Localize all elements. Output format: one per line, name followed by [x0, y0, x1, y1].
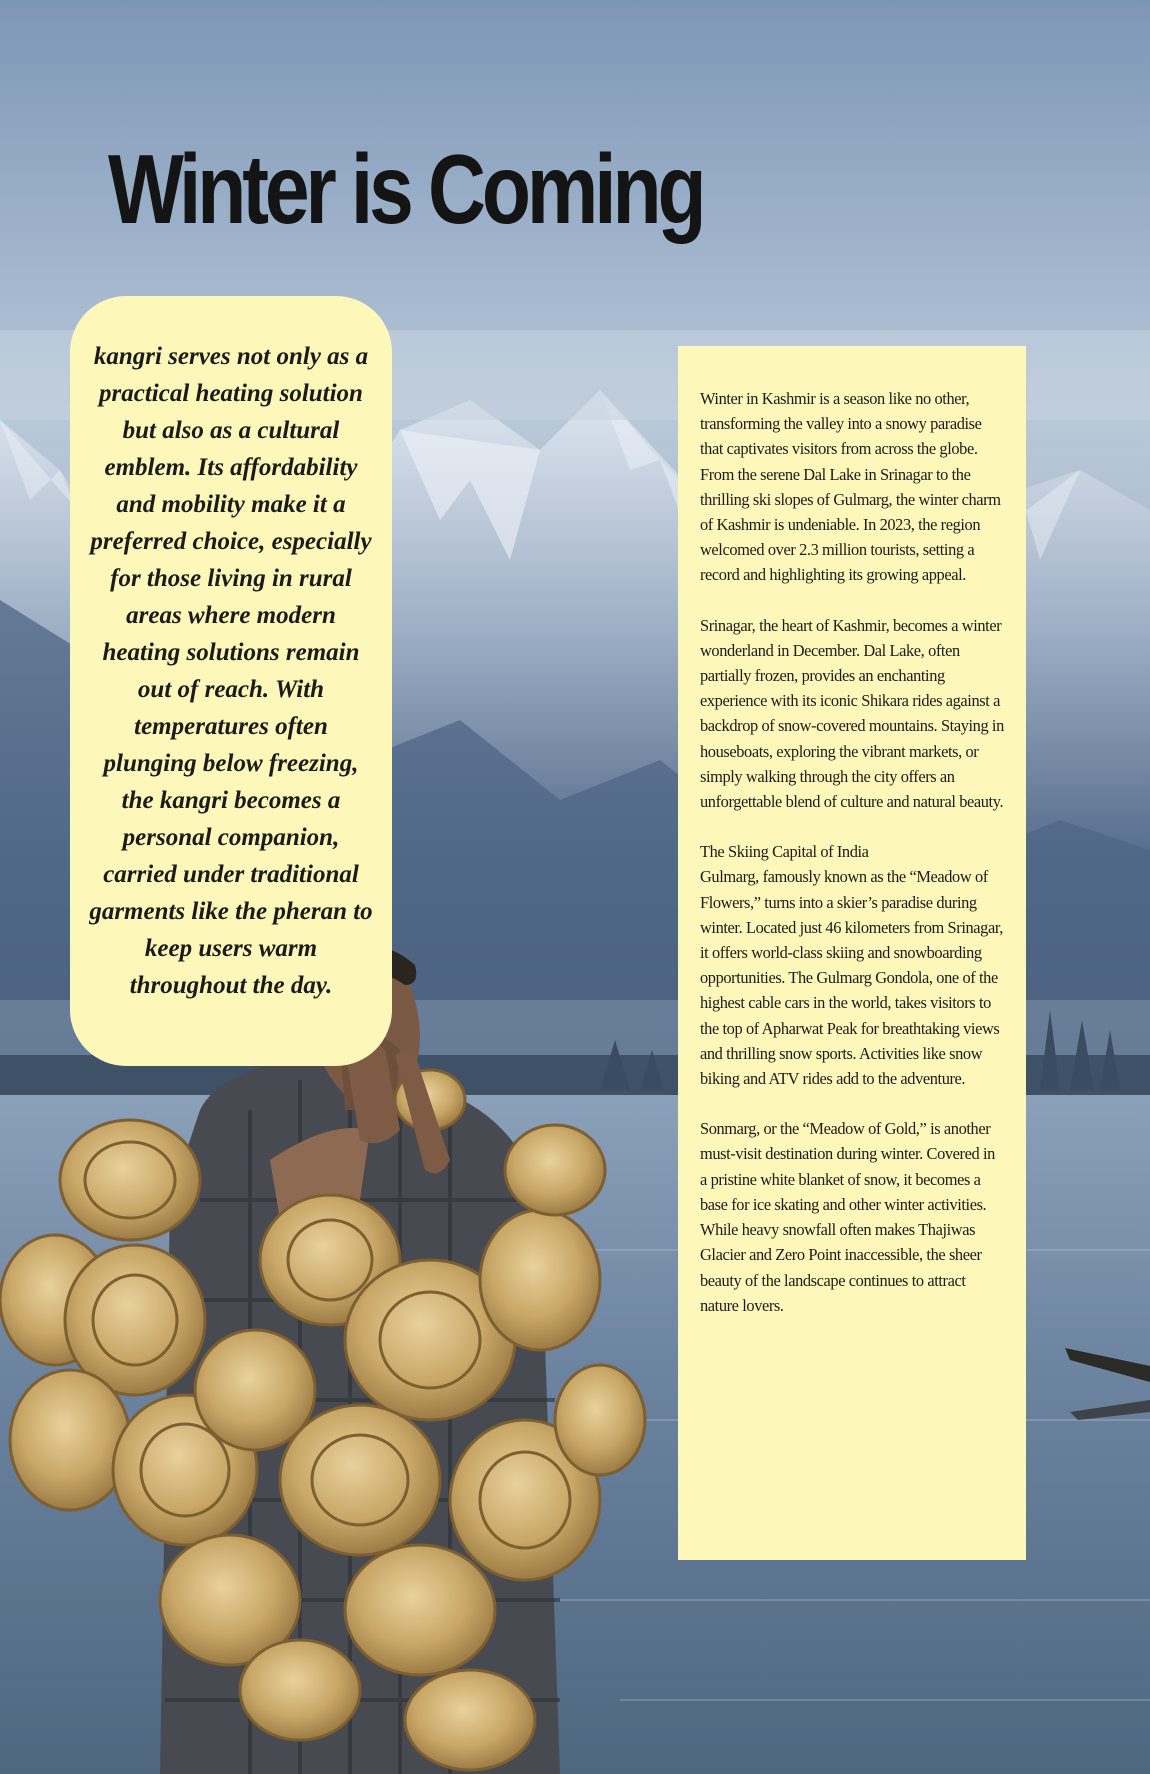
paragraph-text: Winter in Kashmir is a season like no other, transforming the valley into a snowy paradise that captivates visitors from across the globe. From the serene Dal Lake in Srinagar to the thrilling ski slopes of Gulmarg, the winter charm of Kashmir is undeniable. In 2023, the region welcomed over 2.3 million tourists, setting a record and highlighting its growing appeal. — [700, 389, 1001, 585]
article-paragraph — [700, 1116, 1004, 1318]
pull-quote-text: kangri serves not only as a practical heating solution but also as a cultural emblem. Its affordability and mobility make it a preferred choice, especially for those living in rural areas where modern heating solutions remain out of reach. With temperatures often plunging below freezing, the kangri becomes a personal companion, carried under traditional garments like the pheran to keep users warm throughout the day. — [89, 343, 373, 999]
article-box — [678, 346, 1026, 1560]
section-heading: The Skiing Capital of India — [700, 842, 869, 862]
pull-quote-box — [70, 296, 392, 1066]
article-paragraph — [700, 386, 1004, 588]
paragraph-text: Gulmarg, famously known as the “Meadow of Flowers,” turns into a skier’s paradise during winter. Located just 46 kilometers from Srinagar, it offers world-class skiing and snowboarding opportunities. The Gulmarg Gondola, one of the highest cable cars in the world, takes visitors to the top of Apharwat Peak for breathtaking views and thrilling snow sports. Activities like snow biking and ATV rides add to the adventure. — [700, 867, 1003, 1089]
article-paragraph — [700, 839, 1004, 1091]
paragraph-text: Srinagar, the heart of Kashmir, becomes a winter wonderland in December. Dal Lake, often partially frozen, provides an enchanting experience with its iconic Shikara rides against a backdrop of snow-covered mountains. Staying in houseboats, exploring the vibrant markets, or simply walking through the city offers an unforgettable blend of culture and natural beauty. — [700, 615, 1004, 812]
page-title: Winter is Coming — [108, 134, 703, 244]
article-paragraph — [700, 613, 1004, 815]
paragraph-text: Sonmarg, or the “Meadow of Gold,” is another must-visit destination during winter. Covered in a pristine white blanket of snow, it becomes a base for ice skating and other winter activities. While heavy snowfall often makes Thajiwas Glacier and Zero Point inaccessible, the sheer beauty of the landscape continues to attract nature lovers. — [700, 1119, 995, 1315]
